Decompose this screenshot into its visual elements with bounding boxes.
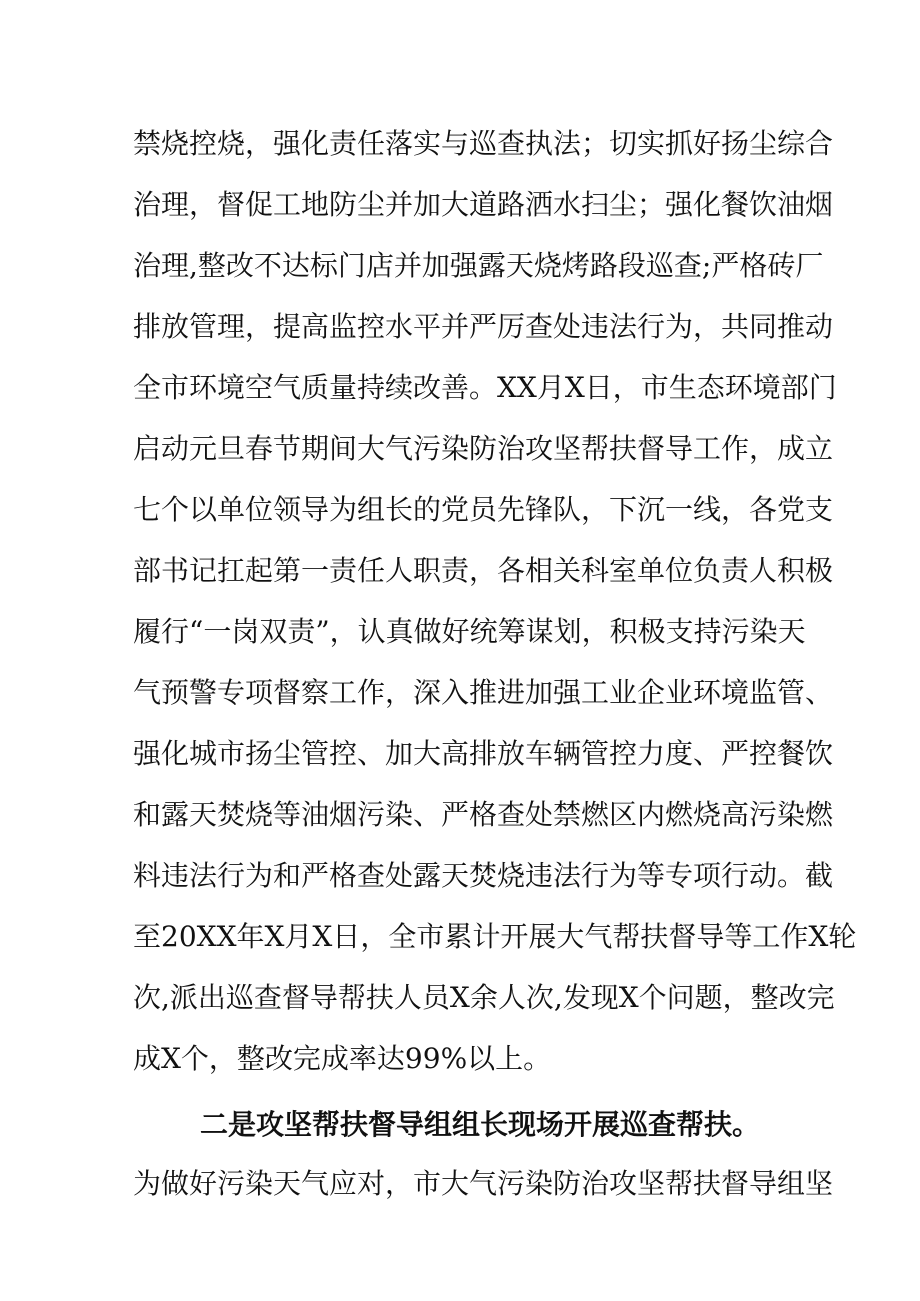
section-heading: 二是攻坚帮扶督导组组长现场开展巡查帮扶。 xyxy=(200,1108,761,1141)
paragraph-line: 治理，督促工地防尘并加大道路洒水扫尘；强化餐饮油烟 xyxy=(133,188,834,221)
paragraph-line: 为做好污染天气应对，市大气污染防治攻坚帮扶督导组坚 xyxy=(133,1167,834,1200)
paragraph-line: 至20XX年X月X日，全市累计开展大气帮扶督导等工作X轮 xyxy=(133,920,857,953)
paragraph-line: 禁烧控烧，强化责任落实与巡查执法；切实抓好扬尘综合 xyxy=(133,127,834,160)
paragraph-line: 成X个，整改完成率达99%以上。 xyxy=(133,1042,552,1075)
paragraph-line: 次,派出巡查督导帮扶人员X余人次,发现X个问题，整改完 xyxy=(133,981,835,1014)
paragraph-line: 治理,整改不达标门店并加强露天烧烤路段巡查;严格砖厂 xyxy=(133,249,824,282)
paragraph-line: 气预警专项督察工作，深入推进加强工业企业环境监管、 xyxy=(133,676,834,709)
paragraph-line: 履行“一岗双责”，认真做好统筹谋划，积极支持污染天 xyxy=(133,615,806,648)
paragraph-line: 七个以单位领导为组长的党员先锋队，下沉一线，各党支 xyxy=(133,493,834,526)
paragraph-line: 强化城市扬尘管控、加大高排放车辆管控力度、严控餐饮 xyxy=(133,737,834,770)
paragraph-line: 料违法行为和严格查处露天焚烧违法行为等专项行动。截 xyxy=(133,859,834,892)
paragraph-line: 和露天焚烧等油烟污染、严格查处禁燃区内燃烧高污染燃 xyxy=(133,798,834,831)
paragraph-line: 全市环境空气质量持续改善。XX月X日，市生态环境部门 xyxy=(133,371,837,404)
paragraph-line: 启动元旦春节期间大气污染防治攻坚帮扶督导工作，成立 xyxy=(133,432,834,465)
paragraph-line: 排放管理，提高监控水平并严厉查处违法行为，共同推动 xyxy=(133,310,834,343)
paragraph-line: 部书记扛起第一责任人职责，各相关科室单位负责人积极 xyxy=(133,554,834,587)
